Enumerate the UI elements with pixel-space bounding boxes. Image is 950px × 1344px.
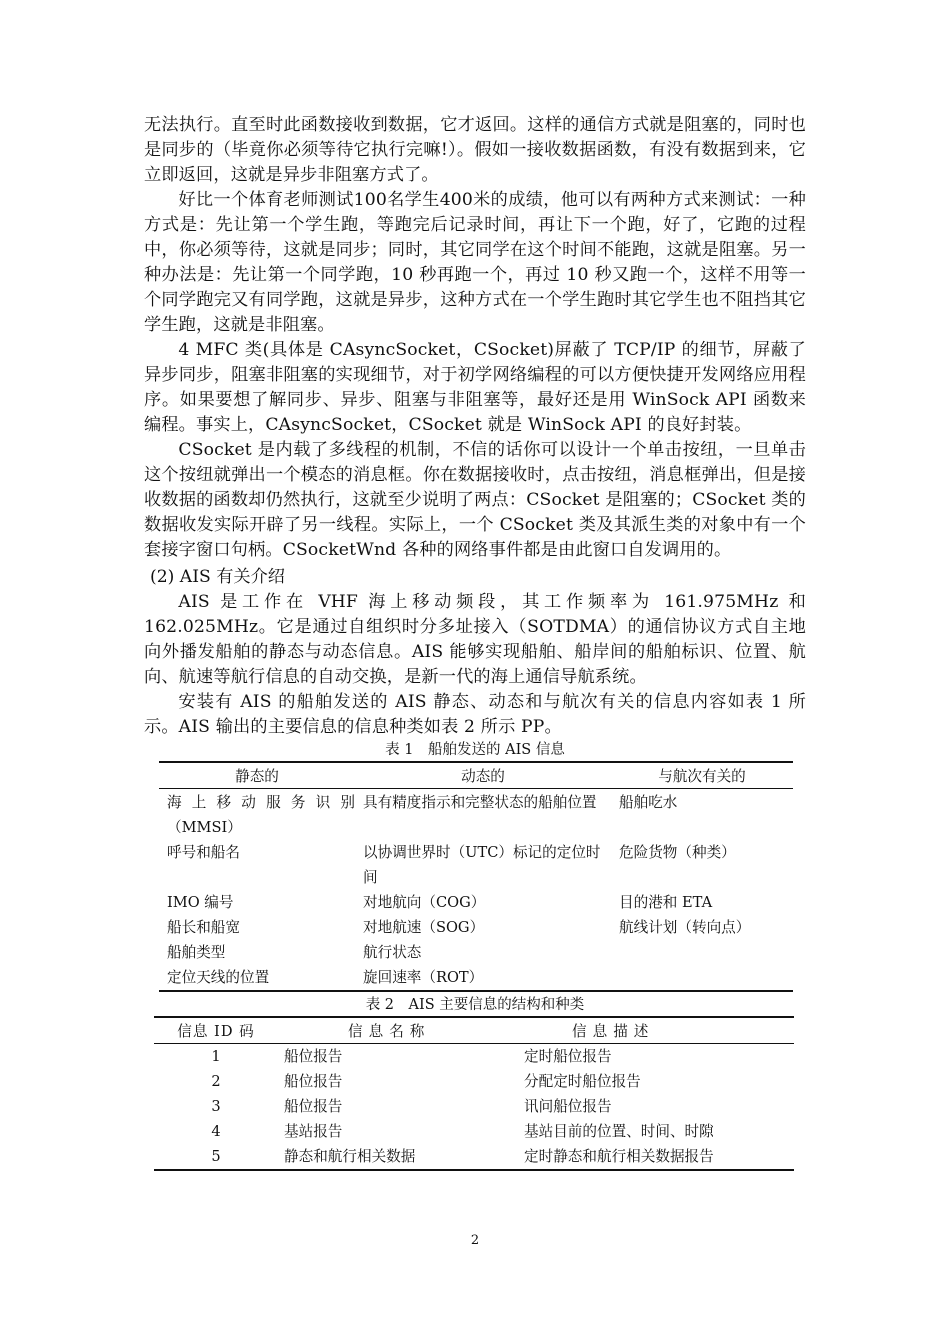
ais-paragraph-1: AIS 是工作在 VHF 海上移动频段，其工作频率为 161.975MHz 和 162.025MHz。它是通过自组织时分多址接入（SOTDMA）的通信协议方式自主地向外播发船舶的静态与动态信息。AIS 能够实现船舶、船岸间的船舶标识、位置、航向、航速等航行信息的自动交换，是新一代的海上通信导航系统。 [144,592,806,687]
table1-header: 动态的 [355,762,611,789]
table1-header: 与航次有关的 [611,762,793,789]
table-cell: 以协调世界时（UTC）标记的定位时间 [363,844,601,886]
section-heading: (2) AIS 有关介绍 [150,567,285,587]
table-row [154,1069,794,1094]
table-row [159,789,793,841]
table-row [154,1144,794,1170]
table2-header: 信息名称 [278,1017,524,1044]
paragraph-2: 好比一个体育老师测试100名学生400米的成绩，他可以有两种方式来测试：一种方式是：先让第一个学生跑，等跑完后记录时间，再让下一个跑，好了，它跑的过程中，你必须等待，这就是同步；同时，其它同学在这个时间不能跑，这就是阻塞。另一种办法是：先让第一个同学跑，10 秒再跑一个，再过 10 秒又跑一个，这样不用等一个同学跑完又有同学跑，这就是异步，这种方式在一个学生跑时其它学生也不阻挡其它学生跑，这就是非阻塞。 [144,190,806,335]
table-cell: 4 [211,1123,221,1140]
table-cell: 分配定时船位报告 [524,1073,641,1090]
table1 [159,761,793,992]
table-cell [611,965,793,991]
table-cell: 船位报告 [284,1048,343,1065]
table-row [159,940,793,965]
table-cell: 定时静态和航行相关数据报告 [524,1144,794,1170]
table-cell: 船舶吃水 [619,794,678,811]
table-cell: 5 [154,1144,278,1170]
table-cell: 目的港和 ETA [619,894,713,911]
table2-header: 信息描述 [524,1017,794,1044]
table-row [159,890,793,915]
page-number: 2 [470,1233,480,1248]
document-body [144,113,806,1171]
table-cell: 基站目前的位置、时间、时隙 [524,1123,714,1140]
table-row [154,1119,794,1144]
table1-header: 静态的 [159,762,355,789]
table-row [159,965,793,991]
table-cell: 海 上 移 动 服 务 识 别（MMSI） [167,794,355,836]
table-cell: 定时船位报告 [524,1048,612,1065]
table-cell: 船舶类型 [167,944,226,961]
table-cell: 船位报告 [284,1073,343,1090]
table2-header: 信息 ID 码 [154,1017,278,1044]
table-cell: 具有精度指示和完整状态的船舶位置 [363,794,597,811]
table-cell: 基站报告 [284,1123,343,1140]
table-cell: 对地航速（SOG） [363,919,485,936]
table-cell: 1 [211,1048,221,1065]
table-row [159,840,793,890]
table-row [159,915,793,940]
table-cell: 2 [211,1073,221,1090]
table2-caption: 表 2 AIS 主要信息的结构和种类 [365,997,585,1013]
table-cell: 危险货物（种类） [619,844,736,861]
table-cell: 3 [211,1098,221,1115]
table1-caption: 表 1 船舶发送的 AIS 信息 [385,742,565,758]
paragraph-1: 无法执行。直至时此函数接收到数据，它才返回。这样的通信方式就是阻塞的，同时也是同步的（毕竟你必须等待它执行完嘛!）。假如一接收数据函数，有没有数据到来，它立即返回，这就是异步非阻塞方式了。 [144,115,806,185]
table-cell: 定位天线的位置 [159,965,355,991]
table-cell: IMO 编号 [167,894,234,911]
table-cell: 呼号和船名 [167,844,240,861]
table-cell: 旋回速率（ROT） [355,965,611,991]
table-cell: 静态和航行相关数据 [278,1144,524,1170]
table2 [154,1016,794,1171]
table-cell: 讯问船位报告 [524,1098,612,1115]
table-cell: 对地航向（COG） [363,894,486,911]
table-row [154,1044,794,1070]
table-cell: 航行状态 [363,944,422,961]
paragraph-4: CSocket 是内载了多线程的机制，不信的话你可以设计一个单击按纽，一旦单击这个按纽就弹出一个模态的消息框。你在数据接收时，点击按纽，消息框弹出，但是接收数据的函数却仍然执行，这就至少说明了两点：CSocket 是阻塞的；CSocket 类的数据收发实际开辟了另一线程。实际上，一个 CSocket 类及其派生类的对象中有一个套接字窗口句柄。CSocketWnd 各种的网络事件都是由此窗口自发调用的。 [144,440,806,560]
table-row [154,1094,794,1119]
paragraph-3: 4 MFC 类(具体是 CAsyncSocket，CSocket)屏蔽了 TCP/IP 的细节，屏蔽了异步同步，阻塞非阻塞的实现细节，对于初学网络编程的可以方便快捷开发网络应用程序。如果要想了解同步、异步、阻塞与非阻塞等，最好还是用 WinSock API 函数来编程。事实上，CAsyncSocket，CSocket 就是 WinSock API 的良好封装。 [144,340,806,435]
table-cell: 航线计划（转向点） [619,919,751,936]
table-cell: 船位报告 [284,1098,343,1115]
table-cell [611,940,793,965]
table-cell: 船长和船宽 [167,919,240,936]
ais-paragraph-2: 安装有 AIS 的船舶发送的 AIS 静态、动态和与航次有关的信息内容如表 1 所示。AIS 输出的主要信息的信息种类如表 2 所示 PP。 [144,692,806,737]
